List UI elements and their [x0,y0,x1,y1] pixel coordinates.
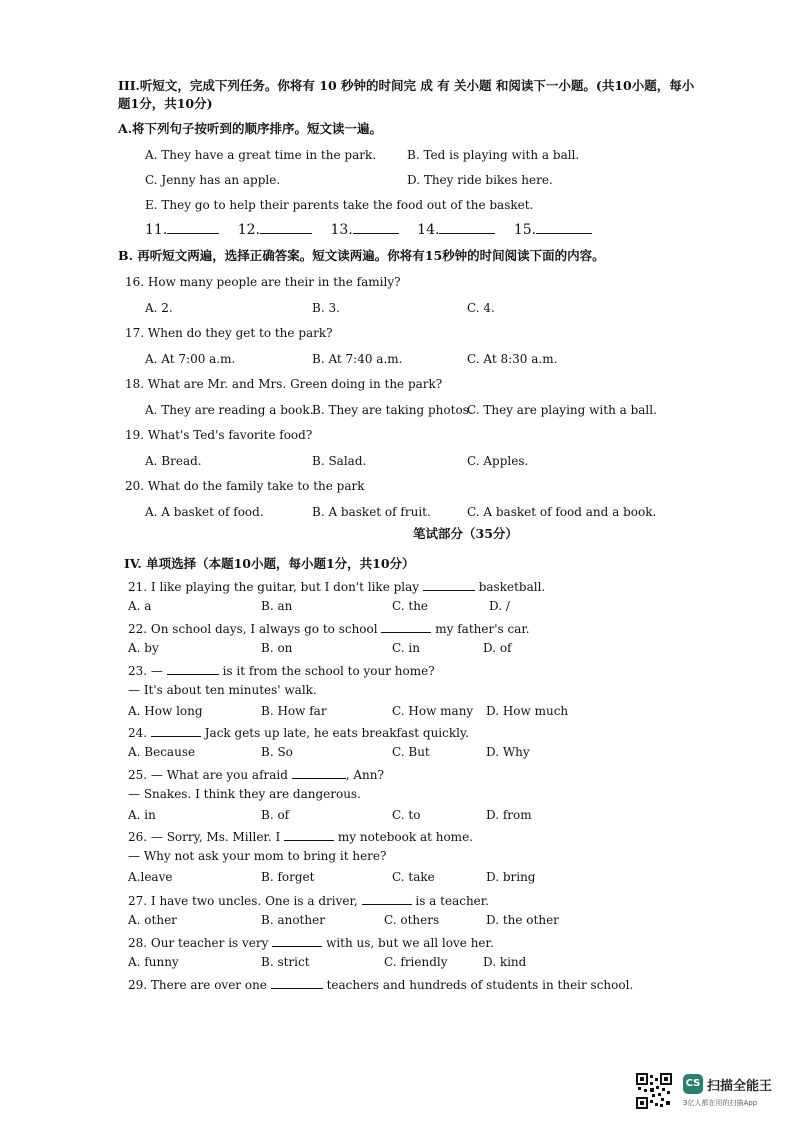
q29-blank[interactable] [271,976,323,989]
scanner-app-tagline: 3亿人都在用的扫描App [683,1099,758,1107]
q28-option-a[interactable]: A. funny [128,955,179,969]
q27-option-d[interactable]: D. the other [486,913,559,927]
question-22: 22. On school days, I always go to school my father's car. [128,622,530,636]
q26-reply: — Why not ask your mom to bring it here? [128,849,387,863]
scanner-app-name: 扫描全能王 [707,1079,773,1094]
question-19: 19. What's Ted's favorite food? [125,428,313,442]
q23-option-a[interactable]: A. How long [128,704,203,718]
partB-title: B. 再听短文两遍，选择正确答案。短文读两遍。你将有15秒钟的时间阅读下面的内容。 [118,248,605,263]
question-21: 21. I like playing the guitar, but I don't like play basketball. [128,580,546,594]
answer-blank-11[interactable] [167,221,219,234]
q22-option-c[interactable]: C. in [392,641,420,655]
section4-heading: IV. 单项选择（本题10小题，每小题1分，共10分） [124,556,415,571]
q22-option-b[interactable]: B. on [261,641,293,655]
q22-option-d[interactable]: D. of [483,641,512,655]
answer-label-15: 15. [513,222,537,238]
section3-heading-line1: III.听短文，完成下列任务。你将有 10 秒钟的时间完 成 有 关小题 和阅读下一小题。(共10小题，每小 [118,78,695,93]
question-24: 24. Jack gets up late, he eats breakfast quickly. [128,726,469,740]
q21-option-d[interactable]: D. / [489,599,510,613]
partA-option-b: B. Ted is playing with a ball. [407,148,580,162]
q19-option-b[interactable]: B. Salad. [312,454,367,468]
q20-option-c[interactable]: C. A basket of food and a book. [467,505,657,519]
partA-option-c: C. Jenny has an apple. [145,173,281,187]
q19-option-c[interactable]: C. Apples. [467,454,529,468]
q22-blank[interactable] [381,620,431,633]
q27-blank[interactable] [362,892,412,905]
q28-option-b[interactable]: B. strict [261,955,310,969]
q18-option-c[interactable]: C. They are playing with a ball. [467,403,657,417]
q27-option-c[interactable]: C. others [384,913,440,927]
question-25: 25. — What are you afraid , Ann? [128,768,384,782]
q21-option-a[interactable]: A. a [128,599,152,613]
q24-option-b[interactable]: B. So [261,745,293,759]
answer-row [145,221,592,237]
q26-option-d[interactable]: D. bring [486,870,536,884]
question-16: 16. How many people are their in the family? [125,275,401,289]
partA-title: A.将下列句子按听到的顺序排序。短文读一遍。 [118,121,383,136]
answer-blank-15[interactable] [536,221,592,234]
q22-option-a[interactable]: A. by [128,641,159,655]
q20-option-a[interactable]: A. A basket of food. [145,505,264,519]
q21-option-c[interactable]: C. the [392,599,429,613]
answer-blank-12[interactable] [260,221,312,234]
written-part-title: 笔试部分（35分） [413,526,518,541]
q25-reply: — Snakes. I think they are dangerous. [128,787,361,801]
question-20: 20. What do the family take to the park [125,479,365,493]
partA-option-d: D. They ride bikes here. [407,173,553,187]
answer-label-12: 12. [237,222,260,238]
q16-option-a[interactable]: A. 2. [145,301,173,315]
q23-option-d[interactable]: D. How much [486,704,569,718]
q17-option-c[interactable]: C. At 8:30 a.m. [467,352,558,366]
q24-option-c[interactable]: C. But [392,745,430,759]
q28-option-c[interactable]: C. friendly [384,955,448,969]
answer-blank-13[interactable] [353,221,399,234]
q21-blank[interactable] [423,578,475,591]
q27-option-b[interactable]: B. another [261,913,325,927]
q25-option-c[interactable]: C. to [392,808,421,822]
q25-option-a[interactable]: A. in [128,808,156,822]
q18-option-b[interactable]: B. They are taking photos. [312,403,473,417]
q19-option-a[interactable]: A. Bread. [145,454,202,468]
question-26: 26. — Sorry, Ms. Miller. I my notebook at home. [128,830,473,844]
question-29: 29. There are over one teachers and hundreds of students in their school. [128,978,634,992]
q20-option-b[interactable]: B. A basket of fruit. [312,505,431,519]
q24-option-d[interactable]: D. Why [486,745,530,759]
q27-option-a[interactable]: A. other [128,913,177,927]
partA-option-e: E. They go to help their parents take the food out of the basket. [145,198,534,212]
q25-option-b[interactable]: B. of [261,808,290,822]
q23-option-c[interactable]: C. How many [392,704,474,718]
q25-blank[interactable] [292,766,346,779]
q24-blank[interactable] [151,724,201,737]
question-18: 18. What are Mr. and Mrs. Green doing in the park? [125,377,443,391]
q26-option-b[interactable]: B. forget [261,870,315,884]
section3-heading-line2: 题1分，共10分) [118,96,213,111]
q21-option-b[interactable]: B. an [261,599,293,613]
q26-option-a[interactable]: A.leave [128,870,173,884]
q26-blank[interactable] [284,828,334,841]
q16-option-b[interactable]: B. 3. [312,301,340,315]
camscanner-logo: CS [683,1074,703,1094]
q18-option-a[interactable]: A. They are reading a book. [145,403,314,417]
q28-blank[interactable] [272,934,322,947]
answer-label-14: 14. [417,222,440,238]
q23-reply: — It's about ten minutes' walk. [128,683,317,697]
question-23: 23. — is it from the school to your home? [128,664,435,678]
q23-option-b[interactable]: B. How far [261,704,327,718]
q23-blank[interactable] [167,662,219,675]
q16-option-c[interactable]: C. 4. [467,301,495,315]
q25-option-d[interactable]: D. from [486,808,532,822]
q28-option-d[interactable]: D. kind [483,955,527,969]
answer-blank-14[interactable] [439,221,495,234]
answer-label-13: 13. [330,222,353,238]
answer-label-11: 11. [145,222,168,238]
q26-option-c[interactable]: C. take [392,870,435,884]
q17-option-b[interactable]: B. At 7:40 a.m. [312,352,403,366]
q24-option-a[interactable]: A. Because [128,745,196,759]
question-28: 28. Our teacher is very with us, but we all love her. [128,936,494,950]
partA-option-a: A. They have a great time in the park. [145,148,377,162]
question-17: 17. When do they get to the park? [125,326,333,340]
qr-code-icon [636,1073,672,1109]
question-27: 27. I have two uncles. One is a driver, is a teacher. [128,894,489,908]
q17-option-a[interactable]: A. At 7:00 a.m. [145,352,236,366]
